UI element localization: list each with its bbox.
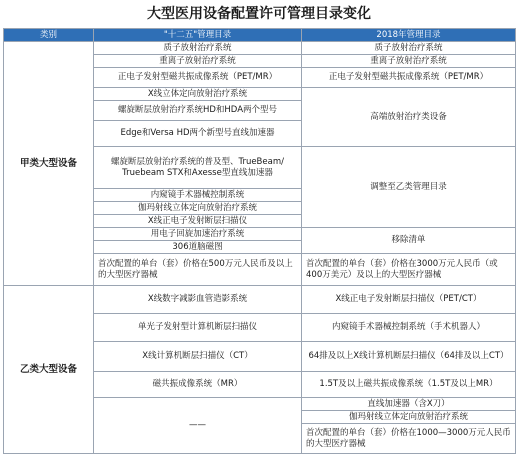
cell-right: 内窥镜手术器械控制系统（手术机器人）: [302, 314, 516, 342]
cell-left: X线立体定向放射治疗系统: [94, 88, 302, 101]
header-five-year: "十二五"管理目录: [94, 29, 302, 42]
cell-right: 伽玛射线立体定向放射治疗系统: [302, 411, 516, 424]
cell-left: 螺旋断层放射治疗系统HD和HDA两个型号: [94, 101, 302, 121]
cell-right: 重离子放射治疗系统: [302, 55, 516, 68]
cell-merged-removed: 移除清单: [302, 228, 516, 254]
class-a-label: 甲类大型设备: [4, 42, 94, 286]
cell-left: 单光子发射型计算机断层扫描仪: [94, 314, 302, 342]
cell-dash: ——: [94, 398, 302, 454]
cell-right: 首次配置的单台（套）价格在3000万元人民币（或400万美元）及以上的大型医疗器械: [302, 254, 516, 286]
table-row: [4, 42, 516, 55]
cell-left: 质子放射治疗系统: [94, 42, 302, 55]
cell-right: 首次配置的单台（套）价格在1000—3000万元人民币的大型医疗器械: [302, 424, 516, 454]
cell-left: 正电子发射型磁共振成像系统（PET/MR）: [94, 68, 302, 88]
catalog-table: [3, 28, 516, 454]
cell-left: 用电子回旋加速治疗系统: [94, 228, 302, 241]
cell-right: 直线加速器（含X刀）: [302, 398, 516, 411]
header-2018: 2018年管理目录: [302, 29, 516, 42]
cell-right: X线正电子发射断层扫描仪（PET/CT）: [302, 286, 516, 314]
cell-left: 首次配置的单台（套）价格在500万元人民币及以上的大型医疗器械: [94, 254, 302, 286]
page-title: 大型医用设备配置许可管理目录变化: [147, 6, 371, 22]
cell-right: 1.5T及以上磁共振成像系统（1.5T及以上MR）: [302, 372, 516, 398]
cell-merged-high-end: 高端放射治疗类设备: [302, 88, 516, 147]
header-row: [4, 29, 516, 42]
cell-left: 内窥镜手术器械控制系统: [94, 189, 302, 202]
cell-right: 64排及以上X线计算机断层扫描仪（64排及以上CT）: [302, 342, 516, 372]
cell-right: 正电子发射型磁共振成像系统（PET/MR）: [302, 68, 516, 88]
cell-merged-adjust: 调整至乙类管理目录: [302, 147, 516, 228]
table-row: [4, 286, 516, 314]
cell-left: 磁共振成像系统（MR）: [94, 372, 302, 398]
cell-left: 重离子放射治疗系统: [94, 55, 302, 68]
cell-left: X线数字减影血管造影系统: [94, 286, 302, 314]
class-b-label: 乙类大型设备: [4, 286, 94, 454]
cell-left: X线计算机断层扫描仪（CT）: [94, 342, 302, 372]
cell-right: 质子放射治疗系统: [302, 42, 516, 55]
header-category: 类别: [4, 29, 94, 42]
cell-left: 伽玛射线立体定向放射治疗系统: [94, 202, 302, 215]
cell-left: Edge和Versa HD两个新型号直线加速器: [94, 121, 302, 147]
cell-left: 306道脑磁图: [94, 241, 302, 254]
cell-left: 螺旋断层放射治疗系统的普及型、TrueBeam/ Truebeam STX和Axesse型直线加速器: [94, 147, 302, 189]
cell-left: X线正电子发射断层扫描仪: [94, 215, 302, 228]
